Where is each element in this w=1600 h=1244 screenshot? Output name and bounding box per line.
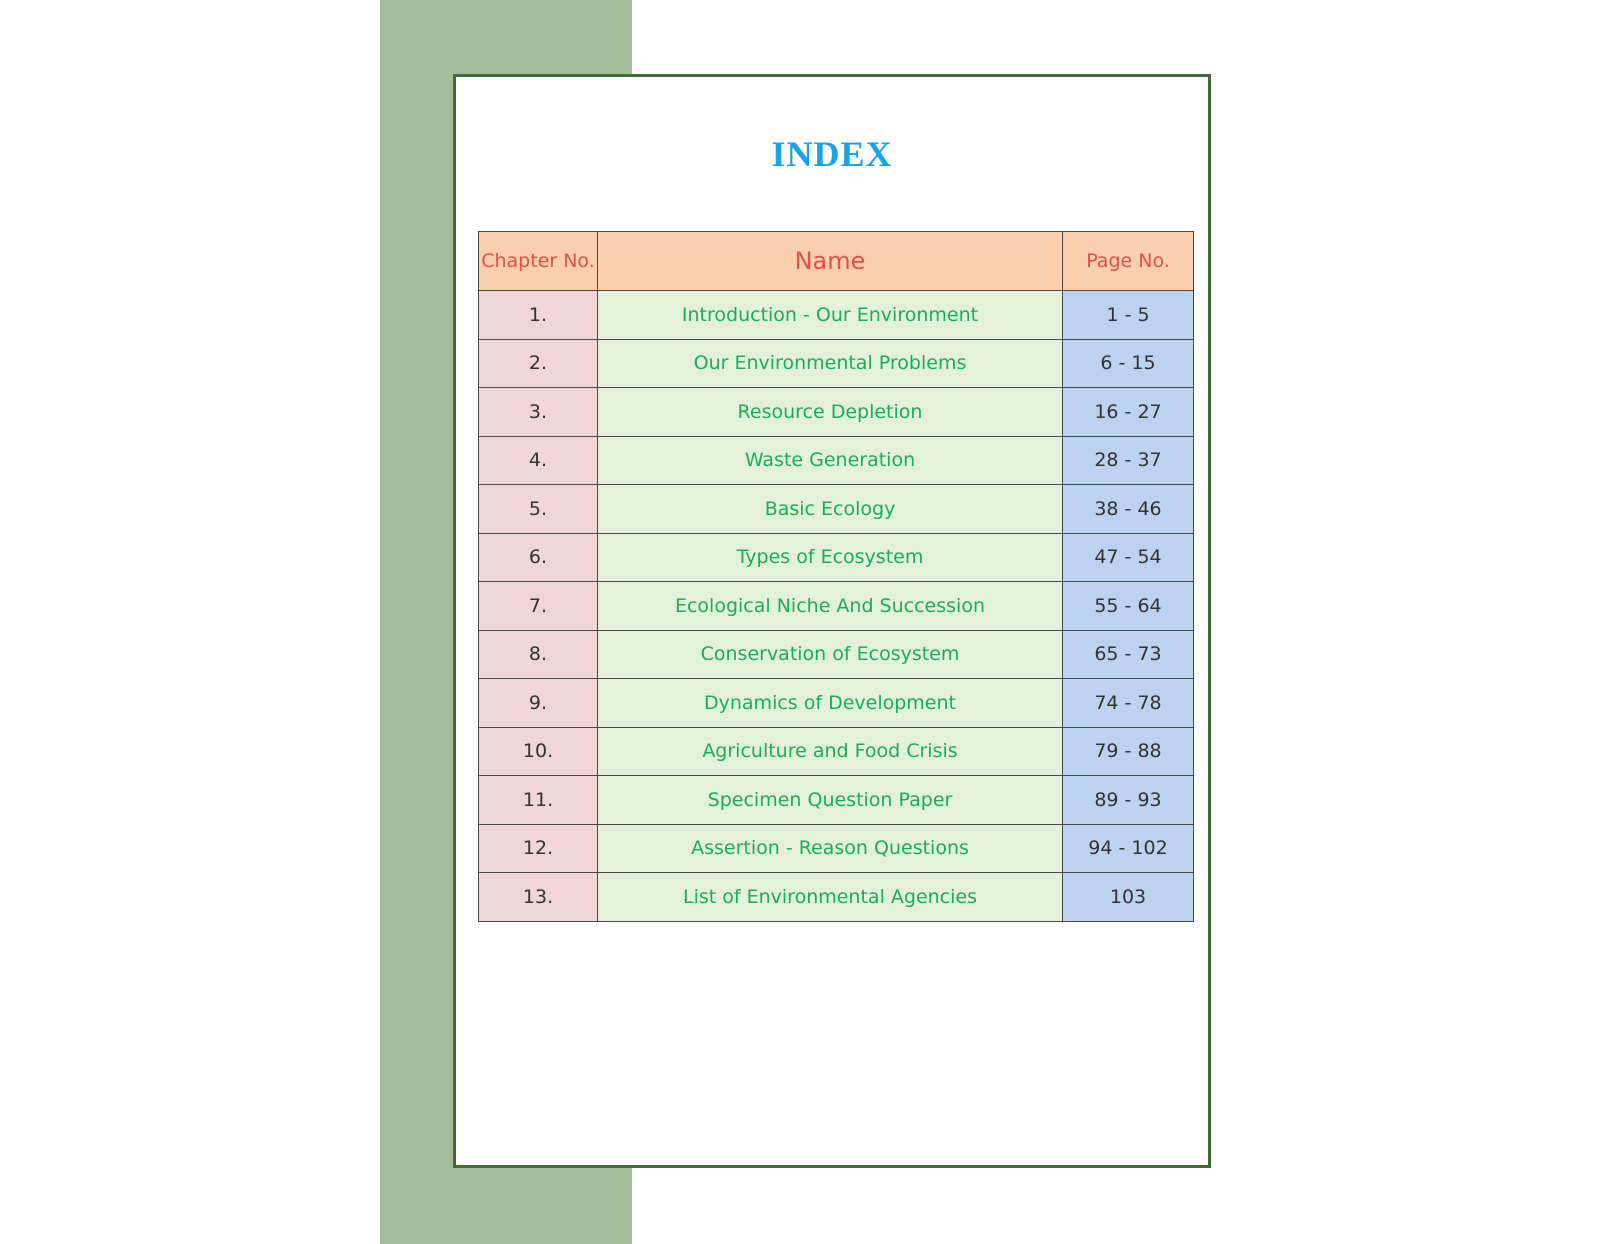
chapter-number-cell: 12. [479, 824, 598, 873]
page-range-cell: 16 - 27 [1063, 388, 1194, 437]
table-row [479, 727, 1194, 776]
table-row [479, 776, 1194, 825]
chapter-number-cell: 6. [479, 533, 598, 582]
chapter-name-cell: Agriculture and Food Crisis [598, 727, 1063, 776]
chapter-name-cell: Waste Generation [598, 436, 1063, 485]
page-range-cell: 38 - 46 [1063, 485, 1194, 534]
page-range-cell: 1 - 5 [1063, 291, 1194, 340]
table-row [479, 436, 1194, 485]
table-row [479, 339, 1194, 388]
page-range-cell: 94 - 102 [1063, 824, 1194, 873]
table-row [479, 533, 1194, 582]
page-range-cell: 79 - 88 [1063, 727, 1194, 776]
page-range-cell: 65 - 73 [1063, 630, 1194, 679]
chapter-number-cell: 13. [479, 873, 598, 922]
table-row [479, 630, 1194, 679]
chapter-name-cell: List of Environmental Agencies [598, 873, 1063, 922]
table-row [479, 824, 1194, 873]
chapter-number-cell: 11. [479, 776, 598, 825]
chapter-number-cell: 1. [479, 291, 598, 340]
index-page [453, 74, 1211, 1168]
page-range-cell: 28 - 37 [1063, 436, 1194, 485]
chapter-name-cell: Basic Ecology [598, 485, 1063, 534]
chapter-name-cell: Our Environmental Problems [598, 339, 1063, 388]
header-name: Name [598, 232, 1063, 291]
table-row [479, 291, 1194, 340]
chapter-name-cell: Types of Ecosystem [598, 533, 1063, 582]
chapter-number-cell: 3. [479, 388, 598, 437]
chapter-number-cell: 10. [479, 727, 598, 776]
table-row [479, 873, 1194, 922]
chapter-number-cell: 2. [479, 339, 598, 388]
page-range-cell: 55 - 64 [1063, 582, 1194, 631]
chapter-name-cell: Introduction - Our Environment [598, 291, 1063, 340]
chapter-number-cell: 5. [479, 485, 598, 534]
chapter-name-cell: Ecological Niche And Succession [598, 582, 1063, 631]
page-range-cell: 47 - 54 [1063, 533, 1194, 582]
page-title: INDEX [771, 134, 893, 174]
page-range-cell: 74 - 78 [1063, 679, 1194, 728]
chapter-number-cell: 9. [479, 679, 598, 728]
header-page-no: Page No. [1063, 232, 1194, 291]
table-row [479, 485, 1194, 534]
chapter-name-cell: Conservation of Ecosystem [598, 630, 1063, 679]
chapter-name-cell: Specimen Question Paper [598, 776, 1063, 825]
chapter-name-cell: Assertion - Reason Questions [598, 824, 1063, 873]
page-range-cell: 6 - 15 [1063, 339, 1194, 388]
table-row [479, 582, 1194, 631]
page-range-cell: 89 - 93 [1063, 776, 1194, 825]
header-chapter-no: Chapter No. [479, 232, 598, 291]
table-body [479, 291, 1194, 922]
page-range-cell: 103 [1063, 873, 1194, 922]
table-row [479, 388, 1194, 437]
table-row [479, 679, 1194, 728]
chapter-number-cell: 4. [479, 436, 598, 485]
chapter-number-cell: 7. [479, 582, 598, 631]
table-header-row [479, 232, 1194, 291]
chapter-number-cell: 8. [479, 630, 598, 679]
index-table [478, 231, 1194, 922]
chapter-name-cell: Dynamics of Development [598, 679, 1063, 728]
chapter-name-cell: Resource Depletion [598, 388, 1063, 437]
